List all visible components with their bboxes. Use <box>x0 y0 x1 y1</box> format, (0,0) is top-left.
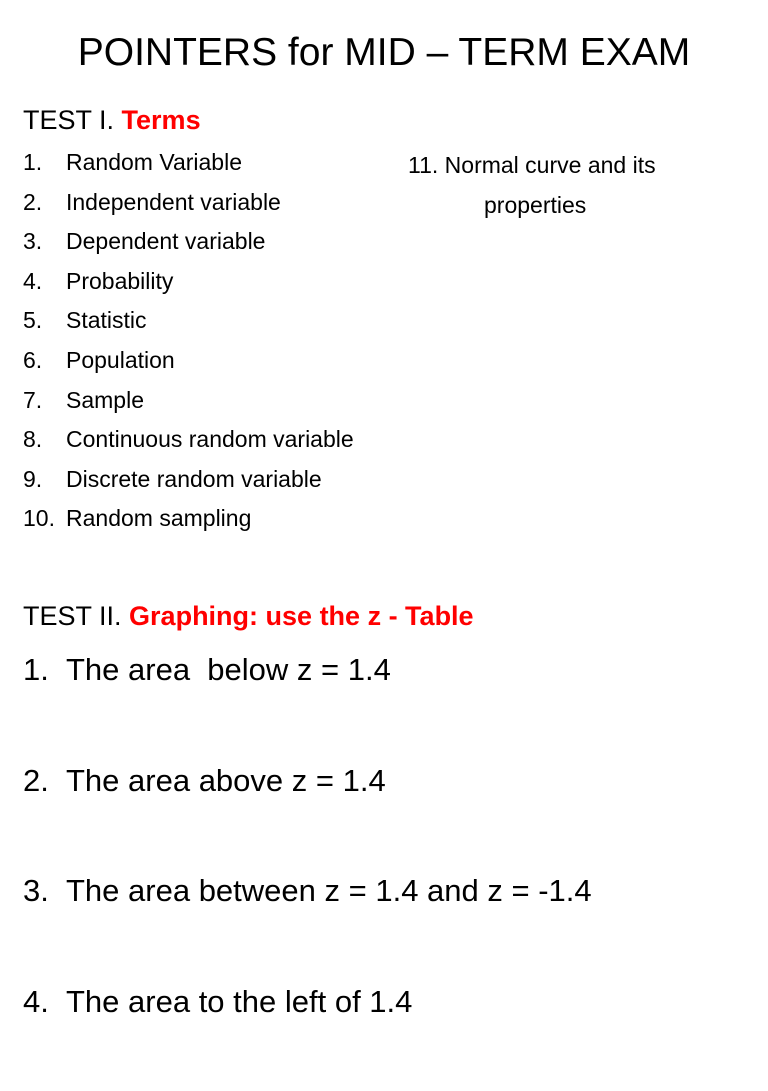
question-text: The area to the left of 1.4 <box>66 984 413 1020</box>
question-list <box>23 648 592 1091</box>
question-item <box>23 980 592 1091</box>
term-11-text-line2: properties <box>484 191 587 218</box>
test1-prefix: TEST I. <box>23 105 115 135</box>
question-item <box>23 648 592 759</box>
question-item <box>23 759 592 870</box>
term-number: 10. <box>23 505 55 532</box>
term-text: Dependent variable <box>66 228 266 255</box>
term-number: 5. <box>23 307 43 334</box>
term-item <box>23 463 354 503</box>
term-item-11 <box>408 146 656 225</box>
test1-label: Terms <box>121 105 201 135</box>
term-number: 7. <box>23 386 43 413</box>
question-number: 3. <box>23 873 49 909</box>
term-text: Random sampling <box>66 505 252 532</box>
question-number: 1. <box>23 652 49 687</box>
term-item <box>23 304 354 344</box>
term-item <box>23 146 354 186</box>
term-text: Discrete random variable <box>66 465 322 492</box>
term-text: Random Variable <box>66 149 243 175</box>
term-item <box>23 344 354 384</box>
term-item <box>23 423 354 463</box>
term-number: 2. <box>23 188 43 215</box>
term-number: 8. <box>23 426 43 453</box>
term-number: 4. <box>23 267 43 294</box>
term-item <box>23 384 354 424</box>
term-text: Probability <box>66 267 174 294</box>
term-item <box>23 502 354 542</box>
term-text: Statistic <box>66 307 147 334</box>
page-title: POINTERS for MID – TERM EXAM <box>77 31 691 74</box>
test2-heading <box>23 600 474 632</box>
term-text: Independent variable <box>66 188 281 215</box>
term-item <box>23 186 354 226</box>
question-item <box>23 869 592 980</box>
question-number: 4. <box>23 984 49 1020</box>
question-text: The area above z = 1.4 <box>66 762 386 798</box>
term-11-text-line1: Normal curve and its <box>444 152 656 178</box>
question-text: The area below z = 1.4 <box>66 652 391 687</box>
term-number: 6. <box>23 346 43 373</box>
question-text: The area between z = 1.4 and z = -1.4 <box>66 873 592 909</box>
test2-prefix: TEST II. <box>23 601 122 631</box>
term-item <box>23 225 354 265</box>
term-number: 9. <box>23 465 43 492</box>
question-number: 2. <box>23 762 49 798</box>
terms-list <box>23 146 354 542</box>
term-text: Continuous random variable <box>66 426 354 453</box>
test2-label: Graphing: use the z - Table <box>129 601 474 631</box>
term-number: 3. <box>23 228 43 255</box>
term-11-number: 11. <box>408 152 439 178</box>
term-item <box>23 265 354 305</box>
term-text: Sample <box>66 386 144 413</box>
term-text: Population <box>66 346 175 373</box>
term-number: 1. <box>23 149 43 175</box>
test1-heading <box>23 104 201 136</box>
